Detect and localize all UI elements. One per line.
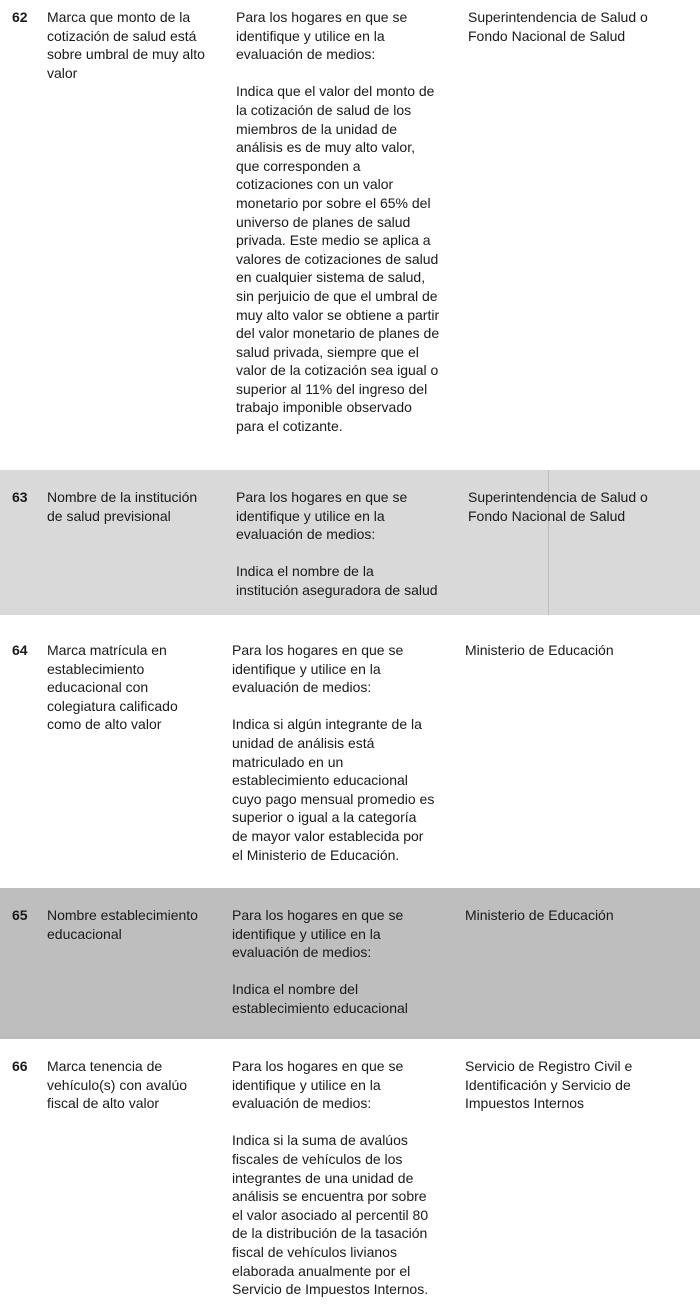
text-line: sobre umbral de muy alto: [47, 46, 205, 63]
text-line: unidad de análisis está: [232, 734, 375, 751]
text-line: Marca tenencia de: [47, 1058, 163, 1074]
paragraph-gap: [232, 1113, 428, 1132]
text-line: monetario por sobre el 65% del: [236, 194, 431, 211]
text-line: como de alto valor: [47, 716, 162, 733]
item-description: [232, 1057, 428, 1299]
text-line: Indica el nombre de la: [236, 563, 374, 580]
text-line: fiscales de vehículos de los: [232, 1150, 403, 1167]
description-paragraph: [232, 906, 408, 962]
text-line: análisis es de muy alto valor,: [236, 139, 415, 156]
text-line: Marca matrícula en: [47, 642, 167, 658]
text-line: valor de la cotización sea igual o: [236, 362, 439, 379]
text-line: evaluación de medios:: [236, 46, 376, 63]
text-line: fiscal de vehículos livianos: [232, 1243, 397, 1260]
item-description: [232, 641, 434, 864]
text-line: salud privada, siempre que el: [236, 343, 419, 360]
data-source: [468, 8, 648, 45]
row-number: 62: [12, 9, 28, 25]
text-line: la cotización de salud de los: [236, 101, 412, 118]
text-line: Para los hogares en que se: [236, 489, 408, 505]
text-line: el Ministerio de Educación.: [232, 846, 400, 863]
item-name: [47, 1057, 187, 1113]
description-paragraph: [236, 562, 438, 599]
text-line: establecimiento educacional: [232, 999, 408, 1016]
item-name: [47, 488, 197, 525]
text-line: muy alto valor se obtiene a partir: [236, 306, 440, 323]
item-description: [232, 906, 408, 1018]
paragraph-gap: [236, 544, 438, 563]
description-paragraph: [232, 1057, 428, 1113]
text-line: establecimiento: [47, 660, 145, 677]
text-line: Impuestos Internos: [465, 1095, 585, 1112]
data-source: [465, 641, 614, 660]
text-line: Indica si algún integrante de la: [232, 716, 422, 733]
text-line: Indica si la suma de avalúos: [232, 1132, 408, 1149]
text-line: en cualquier sistema de salud,: [236, 269, 426, 286]
text-line: evaluación de medios:: [232, 679, 372, 696]
data-source: [468, 488, 648, 525]
text-line: universo de planes de salud: [236, 213, 411, 230]
item-name: [47, 641, 178, 734]
text-line: evaluación de medios:: [232, 1095, 372, 1112]
text-line: Para los hogares en que se: [236, 9, 408, 25]
paragraph-gap: [232, 697, 434, 716]
text-line: Ministerio de Educación: [465, 642, 614, 658]
text-line: para el cotizante.: [236, 418, 343, 435]
text-line: del valor monetario de planes de: [236, 325, 440, 342]
description-paragraph: [232, 1131, 428, 1298]
text-line: educacional con: [47, 679, 149, 696]
text-line: de la distribución de la tasación: [232, 1225, 428, 1242]
text-line: sin perjuicio de que el umbral de: [236, 287, 438, 304]
text-line: colegiatura calificado: [47, 697, 178, 714]
text-line: Para los hogares en que se: [232, 642, 404, 658]
text-line: cotización de salud está: [47, 27, 197, 44]
text-line: establecimiento educacional: [232, 772, 408, 789]
text-line: el valor asociado al percentil 80: [232, 1206, 429, 1223]
paragraph-gap: [236, 64, 439, 83]
text-line: privada. Este medio se aplica a: [236, 232, 431, 249]
item-description: [236, 8, 439, 436]
row-number: 66: [12, 1058, 28, 1074]
text-line: identifique y utilice en la: [236, 27, 385, 44]
text-line: Indica el nombre del: [232, 981, 359, 998]
text-line: valores de cotizaciones de salud: [236, 250, 439, 267]
text-line: superior o igual a la categoría: [232, 809, 417, 826]
row-number: 65: [12, 907, 28, 923]
text-line: trabajo imponible observado: [236, 399, 412, 416]
item-description: [236, 488, 438, 600]
text-line: Identificación y Servicio de: [465, 1076, 631, 1093]
data-source: [465, 1057, 632, 1113]
text-line: que corresponden a: [236, 157, 361, 174]
text-line: Superintendencia de Salud o: [468, 9, 648, 25]
text-line: Fondo Nacional de Salud: [468, 507, 626, 524]
text-line: Para los hogares en que se: [232, 1058, 404, 1074]
row-number: 64: [12, 642, 28, 658]
text-line: de salud previsional: [47, 507, 171, 524]
text-line: Indica que el valor del monto de: [236, 83, 435, 100]
text-line: elaborada anualmente por el: [232, 1262, 411, 1279]
text-line: fiscal de alto valor: [47, 1095, 160, 1112]
description-paragraph: [236, 488, 438, 544]
text-line: Servicio de Impuestos Internos.: [232, 1281, 429, 1298]
text-line: Ministerio de Educación: [465, 907, 614, 923]
text-line: superior al 11% del ingreso del: [236, 380, 428, 397]
text-line: evaluación de medios:: [236, 526, 376, 543]
description-paragraph: [232, 980, 408, 1017]
text-line: educacional: [47, 925, 122, 942]
text-line: evaluación de medios:: [232, 944, 372, 961]
data-source: [465, 906, 614, 925]
text-line: cuyo pago mensual promedio es: [232, 790, 435, 807]
text-line: valor: [47, 64, 78, 81]
text-line: matriculado en un: [232, 753, 344, 770]
text-line: Marca que monto de la: [47, 9, 191, 25]
text-line: identifique y utilice en la: [236, 507, 385, 524]
item-name: [47, 906, 198, 943]
text-line: Servicio de Registro Civil e: [465, 1058, 633, 1074]
description-paragraph: [236, 82, 439, 435]
text-line: Fondo Nacional de Salud: [468, 27, 626, 44]
text-line: miembros de la unidad de: [236, 120, 398, 137]
text-line: cotizaciones con un valor: [236, 176, 394, 193]
item-name: [47, 8, 205, 82]
description-paragraph: [232, 641, 434, 697]
text-line: integrantes de una unidad de: [232, 1169, 414, 1186]
text-line: análisis se encuentra por sobre: [232, 1188, 427, 1205]
text-line: vehículo(s) con avalúo: [47, 1076, 188, 1093]
text-line: Nombre de la institución: [47, 489, 198, 505]
text-line: identifique y utilice en la: [232, 925, 381, 942]
text-line: Nombre establecimiento: [47, 907, 198, 923]
description-paragraph: [232, 715, 434, 864]
text-line: identifique y utilice en la: [232, 660, 381, 677]
row-number: 63: [12, 489, 28, 505]
text-line: identifique y utilice en la: [232, 1076, 381, 1093]
description-paragraph: [236, 8, 439, 64]
text-line: de mayor valor establecida por: [232, 827, 424, 844]
text-line: Superintendencia de Salud o: [468, 489, 648, 505]
text-line: Para los hogares en que se: [232, 907, 404, 923]
paragraph-gap: [232, 962, 408, 981]
text-line: institución aseguradora de salud: [236, 581, 438, 598]
